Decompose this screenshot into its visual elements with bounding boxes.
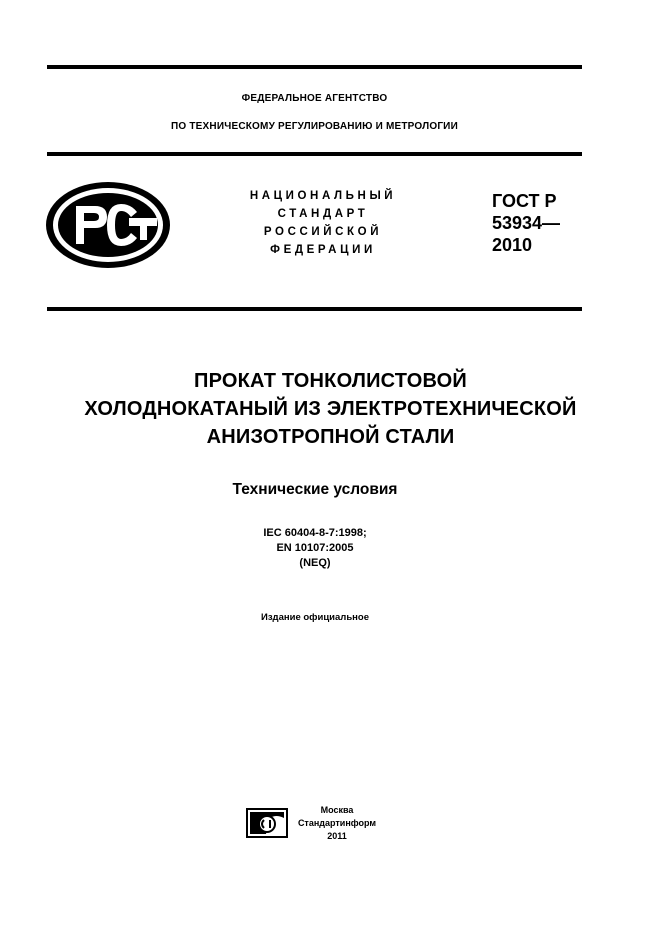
designation-line1: ГОСТ Р (492, 191, 557, 211)
mid-rule (47, 307, 582, 311)
national-standard-line: РОССИЙСКОЙ (263, 226, 383, 238)
national-standard-label (228, 187, 418, 259)
standard-designation (492, 190, 560, 256)
publisher-city: Москва (320, 805, 354, 815)
publisher-name: Стандартинформ (297, 818, 377, 828)
national-standard-line: ФЕДЕРАЦИИ (270, 244, 376, 256)
title-line: ХОЛОДНОКАТАНЫЙ ИЗ ЭЛЕКТРОТЕХНИЧЕСКОЙ (84, 398, 577, 420)
reference-line: (NEQ) (299, 557, 331, 569)
standartinform-logo-icon (246, 808, 288, 838)
international-references (0, 526, 630, 571)
publisher-info (292, 804, 382, 843)
reference-line: IEC 60404-8-7:1998; (263, 527, 367, 539)
top-rule (47, 65, 582, 69)
designation-line2: 53934— (492, 213, 561, 233)
designation-line3: 2010 (492, 235, 533, 255)
agency-name-line2: ПО ТЕХНИЧЕСКОМУ РЕГУЛИРОВАНИЮ И МЕТРОЛОГИИ (171, 121, 458, 132)
document-subtitle: Технические условия (232, 481, 398, 498)
edition-label: Издание официальное (261, 612, 369, 623)
publisher-year: 2011 (327, 831, 347, 841)
header-rule (47, 152, 582, 156)
rst-logo-icon (45, 180, 175, 270)
document-title (0, 367, 661, 451)
title-line: ПРОКАТ ТОНКОЛИСТОВОЙ (194, 370, 467, 392)
agency-name-line1: ФЕДЕРАЛЬНОЕ АГЕНТСТВО (241, 93, 388, 104)
reference-line: EN 10107:2005 (276, 542, 354, 554)
national-standard-line: СТАНДАРТ (277, 208, 369, 220)
title-line: АНИЗОТРОПНОЙ СТАЛИ (206, 426, 455, 448)
national-standard-line: НАЦИОНАЛЬНЫЙ (249, 190, 397, 202)
